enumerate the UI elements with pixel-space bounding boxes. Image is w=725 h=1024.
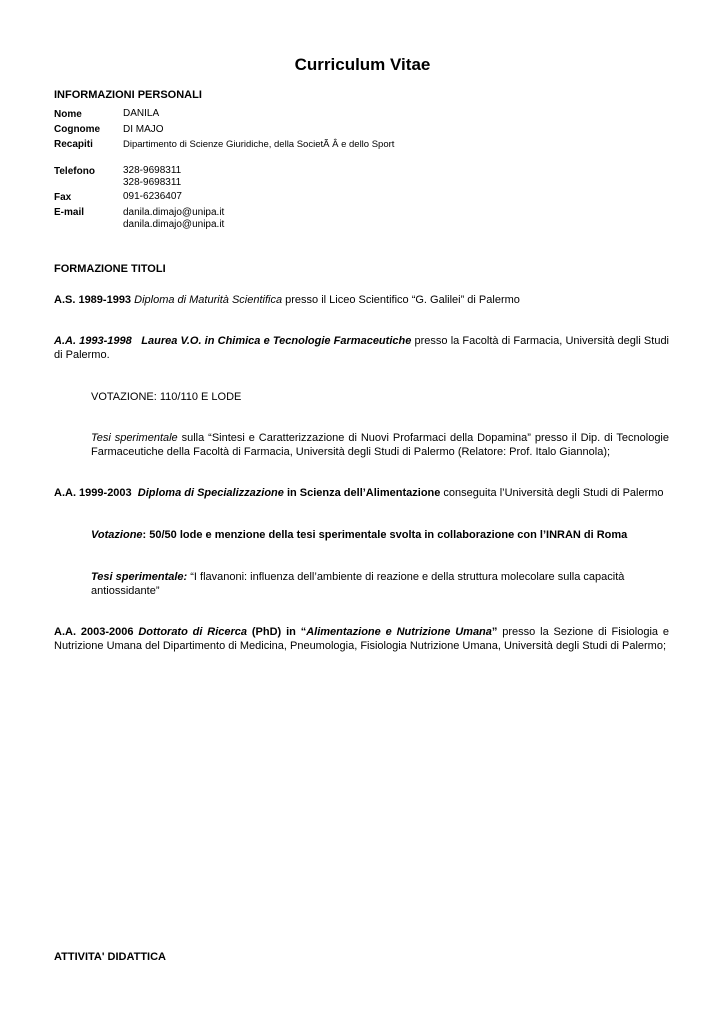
formazione-heading: FORMAZIONE TITOLI bbox=[54, 263, 166, 275]
recapiti-value: Dipartimento di Scienze Giuridiche, della SocietÃ Â e dello Sport bbox=[123, 139, 395, 150]
laurea-rest: presso la Facoltà di Farmacia, Università degli Studi di Palermo. bbox=[54, 335, 670, 361]
telefono-label: Telefono bbox=[54, 166, 95, 177]
laurea-votazione: VOTAZIONE: 110/110 E LODE bbox=[91, 391, 242, 403]
spec-tesi-text: “I flavanoni: influenza dell’ambiente di reazione e della struttura molecolare sulla capacità antiossidante” bbox=[91, 571, 625, 597]
dott-field: Alimentazione e Nutrizione Umana bbox=[306, 626, 492, 638]
spec-years: A.A. 1999-2003 bbox=[54, 487, 132, 499]
nome-value: DANILA bbox=[123, 108, 160, 119]
cognome-value: DI MAJO bbox=[123, 124, 164, 135]
spec-votazione-label: Votazione bbox=[91, 529, 143, 541]
laurea-tesi-label: Tesi sperimentale bbox=[91, 432, 178, 444]
nome-label: Nome bbox=[54, 109, 82, 120]
as-rest: presso il Liceo Scientifico “G. Galilei” di Palermo bbox=[282, 294, 520, 306]
laurea-tesi bbox=[91, 431, 669, 459]
cognome-label: Cognome bbox=[54, 124, 101, 135]
laurea-title: Laurea V.O. in Chimica e Tecnologie Farmaceutiche bbox=[141, 335, 412, 347]
spec-votazione-text: : 50/50 lode e menzione della tesi sperimentale svolta in collaborazione con l’INRAN di Roma bbox=[142, 529, 628, 541]
laurea-years: A.A. 1993-1998 bbox=[54, 335, 132, 347]
telefono-value-2: 328-9698311 bbox=[123, 177, 182, 188]
laurea-entry bbox=[54, 334, 669, 362]
laurea-tesi-text: sulla “Sintesi e Caratterizzazione di Nuovi Profarmaci della Dopamina” presso il Dip. di Tecnologie Farmaceutiche della Facoltà di Farmacia, Università degli Studi di Palermo (Relatore: Prof. Italo Giannola); bbox=[91, 432, 669, 458]
spec-field: in Scienza dell’Alimentazione bbox=[283, 487, 441, 499]
spec-title: Diploma di Specializzazione bbox=[137, 487, 284, 499]
telefono-value: 328-9698311 bbox=[123, 165, 182, 176]
email-value-2: danila.dimajo@unipa.it bbox=[123, 219, 225, 230]
fax-value: 091-6236407 bbox=[123, 191, 182, 202]
specializzazione-entry bbox=[54, 486, 694, 500]
spec-tesi-label: Tesi sperimentale: bbox=[91, 571, 188, 583]
dott-rest: presso la Sezione di Fisiologia e Nutrizione Umana del Dipartimento di Medicina, Pneumologia, Fisiologia Nutrizione Umana, Università degli Studi di Palermo; bbox=[54, 626, 669, 652]
spec-tesi bbox=[91, 570, 669, 598]
spec-votazione bbox=[91, 528, 691, 542]
spec-rest: conseguita l’Università degli Studi di Palermo bbox=[440, 487, 664, 499]
dott-title: Dottorato di Ricerca bbox=[138, 626, 248, 638]
as-title: Diploma di Maturità Scientifica bbox=[134, 294, 283, 306]
dottorato-entry bbox=[54, 625, 669, 653]
email-value: danila.dimajo@unipa.it bbox=[123, 207, 225, 218]
didattica-heading: ATTIVITA' DIDATTICA bbox=[54, 951, 166, 963]
personal-info-heading: INFORMAZIONI PERSONALI bbox=[54, 89, 202, 101]
dott-close: ” bbox=[491, 626, 498, 638]
fax-label: Fax bbox=[54, 192, 72, 203]
dott-years: A.A. 2003-2006 bbox=[54, 626, 134, 638]
as-entry bbox=[54, 293, 669, 307]
page-title: Curriculum Vitae bbox=[294, 55, 431, 74]
as-years: A.S. 1989-1993 bbox=[54, 294, 132, 306]
recapiti-label: Recapiti bbox=[54, 139, 93, 150]
dott-phd: (PhD) in “ bbox=[247, 626, 307, 638]
email-label: E-mail bbox=[54, 207, 85, 218]
